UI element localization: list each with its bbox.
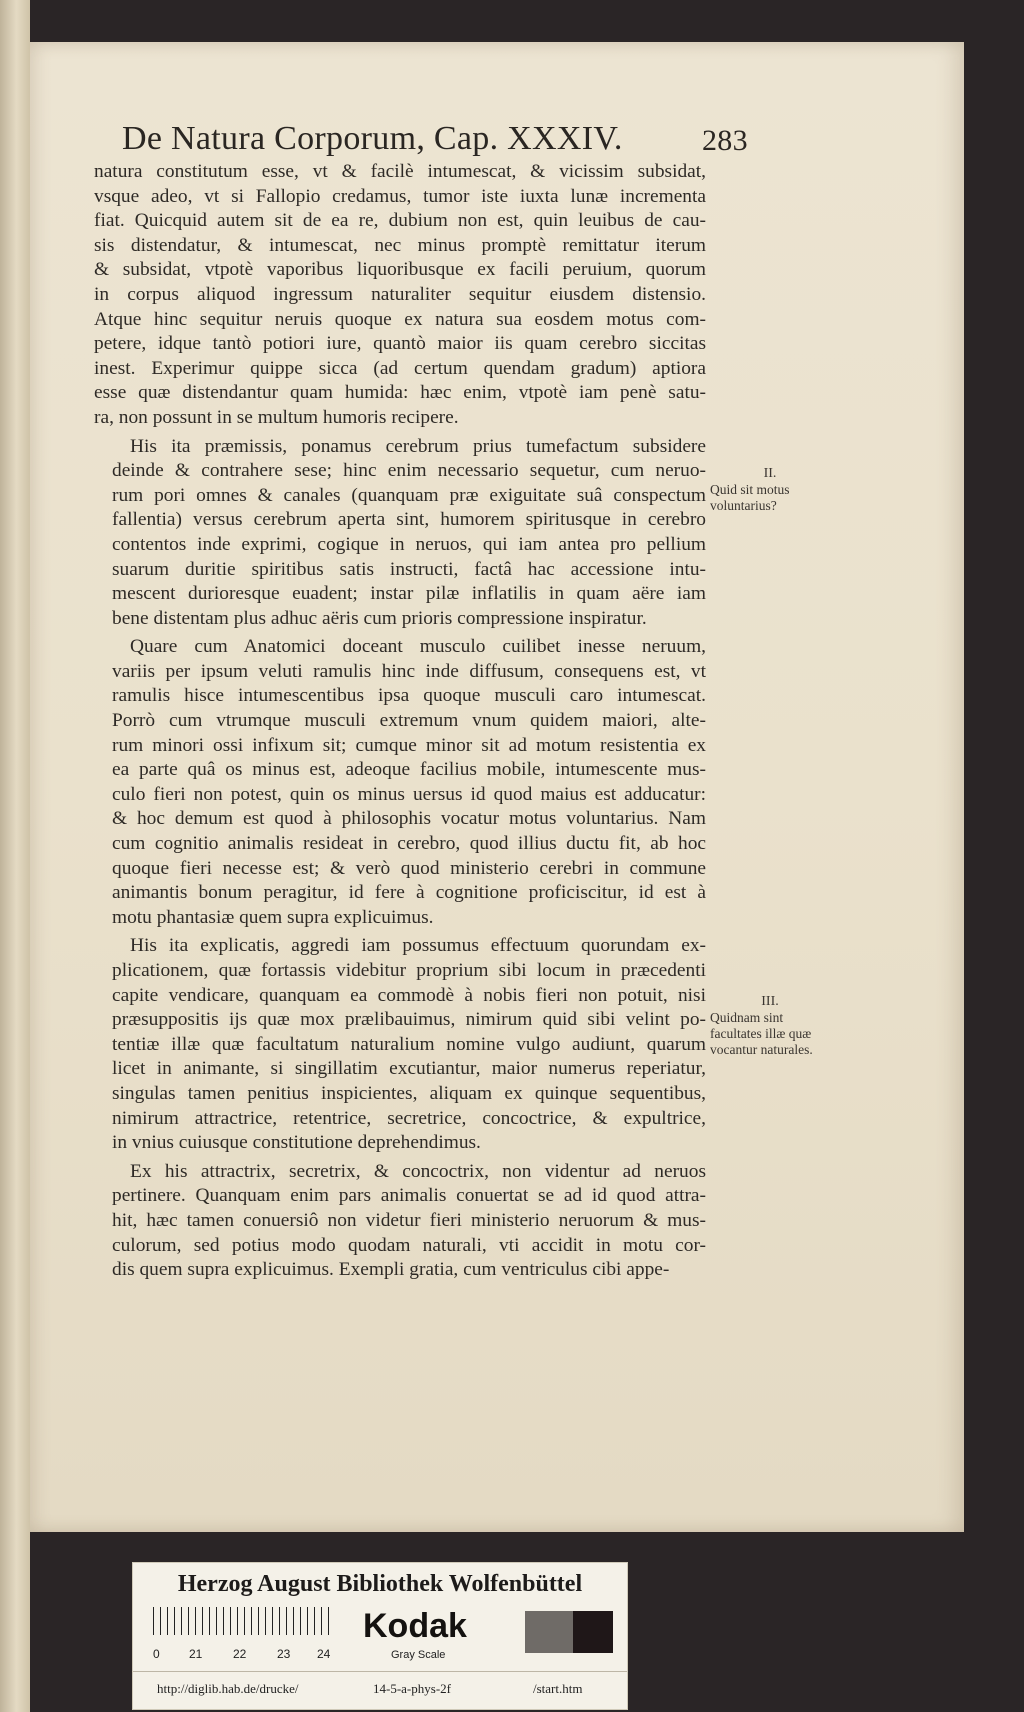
scale-number: 22 xyxy=(233,1647,247,1661)
text-line: Porrò cum vtrumque musculi extremum vnum quidem maiori, alte- xyxy=(112,710,706,732)
text-line: petere, idque tantò potiori iure, quantò maior iis quam cerebro siccitas xyxy=(94,333,706,355)
text-line: dis quem supra explicuimus. Exempli gratia, cum ventriculus cibi appe- xyxy=(112,1259,670,1281)
gray-scale-label: Gray Scale xyxy=(391,1649,446,1661)
card-divider xyxy=(133,1671,627,1672)
margin-note-3 xyxy=(710,994,830,1058)
text-line: quoque fieri necesse est; & verò quod ministerio cerebri in commune xyxy=(112,857,706,879)
scale-number: 23 xyxy=(277,1647,291,1661)
text-line: hit, hæc tamen conuersiô non videtur fieri ministerio neruorum & mus- xyxy=(112,1209,706,1231)
text-line: natura constitutum esse, vt & facilè intumescat, & vicissim subsidat, xyxy=(94,161,706,182)
text-line: in vnius cuiusque constitutione deprehendimus. xyxy=(112,1132,481,1154)
text-line: tentiæ illæ quæ facultatum naturalium nomine vulgo audiunt, quarum xyxy=(112,1033,706,1055)
book-binding-edge xyxy=(0,0,30,1712)
paragraph xyxy=(94,934,706,1155)
library-name: Herzog August Bibliothek Wolfenbüttel xyxy=(177,1571,583,1597)
text-line: Atque hinc sequitur neruis quoque ex natura sua eosdem motus com- xyxy=(94,308,706,330)
gray-swatch xyxy=(525,1611,573,1653)
text-line: in corpus aliquod ingressum naturaliter sequitur eiusdem distensio. xyxy=(94,283,706,305)
paragraph xyxy=(94,160,706,431)
text-line: licet in animante, si singillatim excutiantur, maior numerus reperiatur, xyxy=(112,1058,706,1080)
text-line: vsque adeo, vt si Fallopio credamus, tumor iste iuxta lunæ incrementa xyxy=(94,185,706,207)
running-head-title: De Natura Corporum, Cap. XXXIV. xyxy=(122,120,623,157)
scale-number: 0 xyxy=(153,1647,160,1661)
running-head xyxy=(122,120,748,158)
margin-note-text: Quidnam sint facultates illæ quæ vocantur naturales. xyxy=(710,1010,813,1057)
text-line: cum cognitio animalis resideat in cerebro, quod illius ductu fit, ab hoc xyxy=(112,833,706,855)
text-line: rum minori ossi infixum sit; cumque minor sit ad motum resistentia ex xyxy=(112,734,706,756)
text-line: rum pori omnes & canales (quanquam præ exiguitate suâ conspectum xyxy=(112,484,706,506)
text-line: variis per ipsum veluti ramulis hinc inde diffusum, consequens est, vt xyxy=(112,660,706,682)
text-line: nimirum attractrice, retentrice, secretrice, concoctrice, & expultrice, xyxy=(112,1107,706,1129)
text-line: ramulis hisce intumescentibus ipsa quoque musculi caro intumescat. xyxy=(112,685,706,707)
scale-number: 21 xyxy=(189,1647,203,1661)
paragraph xyxy=(94,435,706,632)
margin-note-2 xyxy=(710,466,830,514)
text-line: & hoc demum est quod à philosophis vocatur motus voluntarius. Nam xyxy=(112,808,706,830)
margin-note-number: III. xyxy=(761,994,779,1009)
text-line: præsuppositis ijs quæ mox prælibauimus, nimirum quid sibi velint po- xyxy=(112,1009,706,1031)
text-line: animantis bonum peragitur, id fere à cognitione proficiscitur, id est à xyxy=(112,882,706,904)
text-line: contentos inde exprimi, cogique in neruos, qui iam antea pro pellium xyxy=(112,533,706,555)
text-line: Quare cum Anatomici doceant musculo cuilibet inesse neruum, xyxy=(130,636,706,658)
text-line: suarum duritie spiritibus satis instructi, factâ hac accessione intu- xyxy=(112,558,706,580)
text-line: esse quæ distendantur quam humida: hæc enim, vtpotè iam penè satu- xyxy=(94,382,706,404)
body-text xyxy=(94,160,706,1283)
text-line: mescent durioresque euadent; instar pilæ inflatilis in quam aëre iam xyxy=(112,583,706,605)
url-part: 14-5-a-phys-2f xyxy=(373,1681,451,1696)
text-line: fallentia) versus cerebrum aperta sint, humorem spiritusque in cerebro xyxy=(112,509,706,531)
page-number: 283 xyxy=(702,124,748,157)
text-line: His ita præmissis, ponamus cerebrum prius tumefactum subsidere xyxy=(130,435,706,457)
black-swatch xyxy=(573,1611,613,1653)
text-line: bene distentam plus adhuc aëris cum prioris compressione inspiratur. xyxy=(112,607,647,629)
margin-note-text: Quid sit motus voluntarius? xyxy=(710,482,790,513)
paragraph xyxy=(94,1160,706,1283)
text-line: singulas tamen penitius inspicientes, aliquam ex quinque sequentibus, xyxy=(112,1082,706,1104)
color-target-card xyxy=(132,1562,628,1710)
scale-ruler xyxy=(153,1607,335,1635)
text-line: capite vendicare, quanquam ea commodè à nobis fieri non potuit, nisi xyxy=(112,984,706,1006)
text-line: sis distendatur, & intumescat, nec minus promptè remittatur iterum xyxy=(94,234,706,256)
text-line: pertinere. Quanquam enim pars animalis conuertat se ad id quod attra- xyxy=(112,1185,706,1207)
text-line: plicationem, quæ fortassis videbitur proprium sibi locum in præcedenti xyxy=(112,960,706,981)
text-line: His ita explicatis, aggredi iam possumus effectuum quorundam ex- xyxy=(130,935,706,957)
text-line: deinde & contrahere sese; hinc enim necessario sequetur, cum neruo- xyxy=(112,460,706,482)
url-part: http://diglib.hab.de/drucke/ xyxy=(157,1681,299,1696)
url-part: /start.htm xyxy=(533,1681,583,1696)
book-page xyxy=(30,42,964,1532)
paragraph xyxy=(94,635,706,930)
text-line: motu phantasiæ quem supra explicuimus. xyxy=(112,906,434,928)
text-line: inest. Experimur quippe sicca (ad certum quendam gradum) aptiora xyxy=(94,357,706,379)
text-line: fiat. Quicquid autem sit de ea re, dubium non est, quin leuibus de cau- xyxy=(94,210,706,232)
kodak-logo: Kodak xyxy=(363,1607,467,1645)
text-line: & subsidat, vtpotè vaporibus liquoribusque ex facili peruium, quorum xyxy=(94,259,706,281)
text-line: culorum, sed potius modo quodam naturali, vti accidit in motu cor- xyxy=(112,1234,706,1256)
margin-note-number: II. xyxy=(763,466,777,481)
text-line: ra, non possunt in se multum humoris recipere. xyxy=(94,406,459,428)
text-line: culo fieri non potest, quin os minus uersus id quod maius est adducatur: xyxy=(112,783,706,805)
text-line: ea parte quâ os minus est, adeoque facilius mobile, intumescente mus- xyxy=(112,759,706,781)
scale-number: 24 xyxy=(317,1647,331,1661)
text-line: Ex his attractrix, secretrix, & concoctrix, non videntur ad neruos xyxy=(130,1160,706,1182)
